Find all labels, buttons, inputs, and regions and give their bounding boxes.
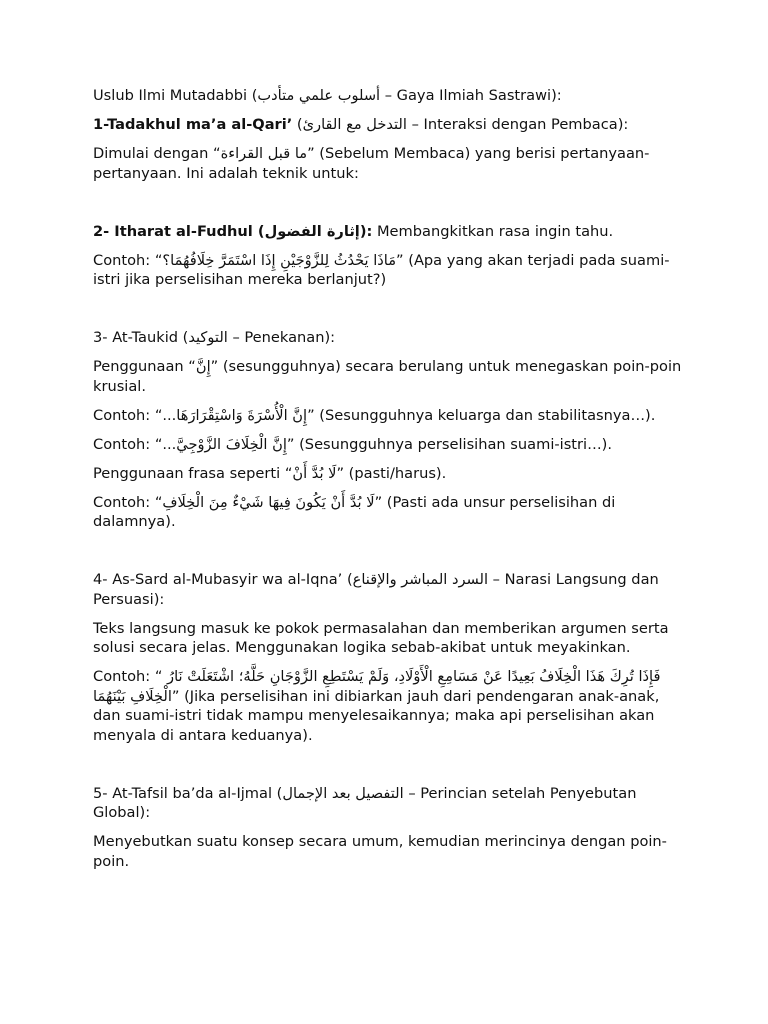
section-2-example — [93, 251, 683, 290]
section-5-heading — [93, 784, 683, 823]
section-4-example-arabic: فَإِذَا تُرِكَ هَذَا الْخِلَافُ بَعِيدًا عَنْ مَسَامِعِ الْأَوْلَادِ، وَلَمْ يَسْتَطِعِ الزَّوْجَانِ حَلَّهُ؛ اشْتَعَلَتْ نَارُ الْخِلَافِ بَيْنَهُمَا — [93, 668, 661, 705]
section-3-example-1 — [93, 406, 683, 426]
document-page — [93, 86, 683, 881]
section-5-heading-pre: 5- At-Tafsil ba’da al-Ijmal ( — [93, 784, 283, 802]
section-1-heading-rest: – Interaksi dengan Pembaca): — [406, 116, 629, 133]
section-2-heading — [93, 222, 683, 242]
section-1-heading — [93, 115, 683, 135]
section-1-heading-bold: 1-Tadakhul ma’a al-Qari’ — [93, 116, 293, 133]
spacer — [93, 299, 683, 328]
section-3-paragraph-2 — [93, 464, 683, 484]
section-2-heading-bold-post: ): — [359, 222, 373, 240]
section-4-example-post: ” (Jika perselisihan ini dibiarkan jauh dari pendengaran anak-anak, dan suami-istri tidak mampu menyelesaikannya; maka api perselisihan akan menyala di antara keduanya). — [93, 687, 660, 744]
section-2-heading-bold-pre: 2- Itharat al-Fudhul ( — [93, 222, 265, 240]
intro-rest: – Gaya Ilmiah Sastrawi): — [380, 87, 562, 104]
section-1-desc-arabic: ما قبل القراءة — [220, 145, 308, 162]
section-3-p1-pre: Penggunaan “ — [93, 358, 196, 375]
section-1-description — [93, 144, 683, 183]
section-1-desc-post: ” (Sebelum Membaca) yang berisi pertanyaan-pertanyaan. Ini adalah teknik untuk: — [93, 145, 650, 182]
section-3-heading-post: – Penekanan): — [227, 329, 336, 346]
section-4-heading-arabic: السرد المباشر والإقناع — [352, 571, 489, 588]
section-3-example-3 — [93, 493, 683, 532]
section-5-paragraph-1: Menyebutkan suatu konsep secara umum, kemudian merincinya dengan poin-poin. — [93, 833, 667, 870]
section-3-ex3-arabic: لَا بُدَّ أَنْ يَكُونَ فِيهَا شَيْءٌ مِنَ الْخِلَافِ — [162, 493, 375, 511]
intro-label: Uslub Ilmi Mutadabbi ( — [93, 87, 258, 104]
intro-line — [93, 86, 683, 106]
section-3-heading-arabic: التوكيد — [188, 329, 228, 346]
spacer — [93, 193, 683, 222]
section-3-ex1-pre: Contoh: “ — [93, 406, 163, 424]
section-3-p2-pre: Penggunaan frasa seperti “ — [93, 464, 293, 482]
section-4-example — [93, 667, 683, 745]
section-4-paragraph-1: Teks langsung masuk ke pokok permasalahan dan memberikan argumen serta solusi secara jelas. Menggunakan logika sebab-akibat untuk meyakinkan. — [93, 619, 669, 656]
section-3-ex1-arabic: إِنَّ الْأُسْرَةَ وَاسْتِقْرَارَهَا... — [162, 406, 308, 424]
spacer — [93, 541, 683, 570]
section-3-heading-pre: 3- At-Taukid ( — [93, 329, 189, 346]
section-3-example-2 — [93, 435, 683, 455]
section-1-desc-pre: Dimulai dengan “ — [93, 145, 221, 162]
section-3-p1-post: ” (sesungguhnya) secara berulang untuk menegaskan poin-poin krusial. — [93, 358, 682, 395]
section-3-ex2-post: ” (Sesungguhnya perselisihan suami-istri…). — [286, 435, 613, 453]
intro-arabic: أسلوب علمي متأدب — [257, 87, 381, 104]
section-4-heading — [93, 570, 683, 609]
section-3-heading — [93, 328, 683, 348]
section-2-example-pre: Contoh: “ — [93, 251, 163, 269]
section-3-ex3-pre: Contoh: “ — [93, 493, 163, 511]
section-3-paragraph-1 — [93, 357, 683, 396]
section-3-ex3-post: ” (Pasti ada unsur perselisihan di dalamnya). — [93, 493, 616, 530]
section-3-p1-arabic: إِنَّ — [195, 358, 211, 375]
section-4-example-pre: Contoh: “ — [93, 668, 168, 685]
spacer — [93, 755, 683, 784]
section-3-ex2-arabic: إِنَّ الْخِلَافَ الزَّوْجِيَّ... — [162, 435, 287, 453]
section-2-heading-rest: Membangkitkan rasa ingin tahu. — [372, 222, 614, 240]
section-3-p2-post: ” (pasti/harus). — [336, 464, 447, 482]
section-5-heading-arabic: التفصيل بعد الإجمال — [282, 784, 404, 802]
section-4-heading-pre: 4- As-Sard al-Mubasyir wa al-Iqna’ ( — [93, 571, 353, 588]
section-1-heading-open: ( — [292, 116, 303, 133]
section-3-ex1-post: ” (Sesungguhnya keluarga dan stabilitasnya…). — [307, 406, 656, 424]
section-5-heading-post: – Perincian setelah Penyebutan Global): — [93, 784, 637, 821]
section-3-ex2-pre: Contoh: “ — [93, 435, 163, 453]
section-2-example-post: ” (Apa yang akan terjadi pada suami-istri jika perselisihan mereka berlanjut?) — [93, 251, 670, 288]
section-4-heading-post: – Narasi Langsung dan Persuasi): — [93, 571, 659, 608]
section-2-heading-bold-arabic: إثارة الفضول — [264, 222, 360, 240]
section-1-heading-arabic: التدخل مع القارئ — [302, 116, 407, 133]
section-3-p2-arabic: لَا بُدَّ أَنْ — [292, 464, 337, 482]
section-2-example-arabic: مَاذَا يَحْدُثُ لِلزَّوْجَيْنِ إِذَا اسْتَمَرَّ خِلَافُهُمَا؟ — [162, 251, 397, 269]
